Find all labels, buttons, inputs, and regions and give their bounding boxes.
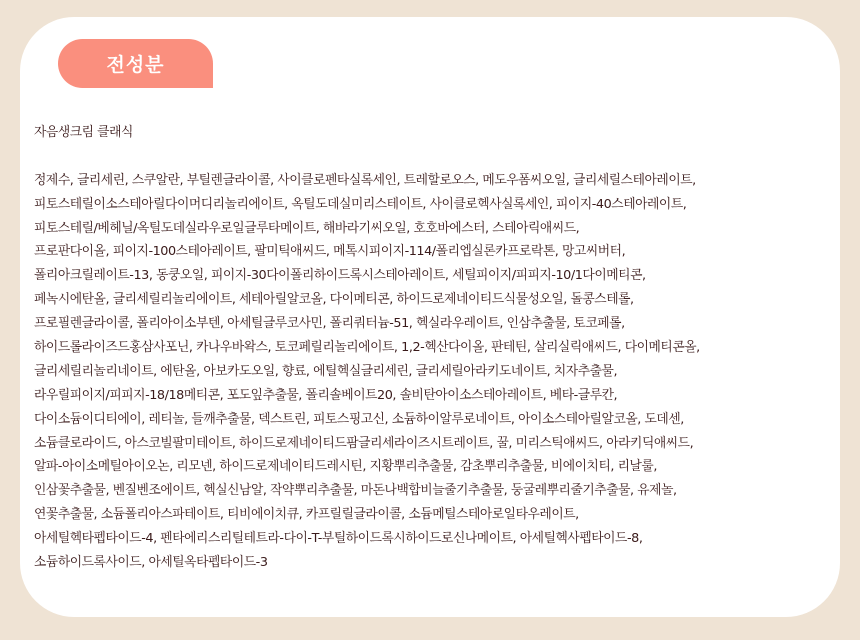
ingredients-line: 피토스테릴/베헤닐/옥틸도데실라우로일글루타메이트, 해바라기씨오일, 호호바에스터, 스테아릭애씨드, [34,220,580,236]
ingredients-line: 피토스테릴이소스테아릴다이머디리놀리에이트, 옥틸도데실미리스테이트, 사이클로헥사실록세인, 피이지-40스테아레이트, [34,196,687,212]
ingredients-line: 폴리아크릴레이트-13, 동쿵오일, 피이지-30다이폴리하이드록시스테아레이트, 세틸피이지/피피지-10/1다이메티콘, [34,268,646,284]
ingredients-card [20,17,840,617]
ingredients-line: 하이드롤라이즈드홍삼사포닌, 카나우바왁스, 토코페릴리놀리에이트, 1,2-헥산다이올, 판테틴, 살리실릭애씨드, 다이메티콘올, [34,340,700,356]
product-name: 자음생크림 클래식 [34,125,133,140]
ingredients-line: 아세틸헥타펩타이드-4, 펜타에리스리틸테트라-다이-T-부틸하이드록시하이드로신나메이트, 아세틸헥사펩타이드-8, [34,531,643,547]
ingredients-line: 소듐클로라이드, 아스코빌팔미테이트, 하이드로제네이티드팜글리세라이즈시트레이트, 꿀, 미리스틱애씨드, 아라키딕애씨드, [34,435,694,451]
blank-line [34,145,824,169]
section-tab [58,39,213,88]
ingredients-line: 인삼꽃추출물, 벤질벤조에이트, 헥실신남알, 작약뿌리추출물, 마돈나백합비늘줄기추출물, 둥굴레뿌리줄기추출물, 유제놀, [34,483,677,499]
ingredients-line: 다이소듐이디티에이, 레티놀, 들깨추출물, 덱스트린, 피토스핑고신, 소듐하이알루로네이트, 아이소스테아릴알코올, 도데센, [34,411,684,427]
ingredients-line: 소듐하이드록사이드, 아세틸옥타펩타이드-3 [34,555,268,571]
ingredients-content [34,121,824,575]
ingredients-line: 연꽃추출물, 소듐폴리아스파테이트, 티비에이치큐, 카프릴릴글라이콜, 소듐메틸스테아로일타우레이트, [34,507,579,523]
ingredients-line: 글리세릴리놀리네이트, 에탄올, 아보카도오일, 향료, 에틸헥실글리세린, 글리세릴아라키도네이트, 치자추출물, [34,363,618,379]
ingredients-line: 알파-아이소메틸아이오논, 리모넨, 하이드로제네이티드레시틴, 지황뿌리추출물, 감초뿌리추출물, 비에이치티, 리날룰, [34,459,657,475]
ingredients-line: 페녹시에탄올, 글리세릴리놀리에이트, 세테아릴알코올, 다이메티콘, 하이드로제네이티드식물성오일, 돌콩스테롤, [34,292,634,308]
ingredients-line: 라우릴피이지/피피지-18/18메티콘, 포도잎추출물, 폴리솔베이트20, 솔비탄아이소스테아레이트, 베타-글루칸, [34,387,618,403]
section-tab-label: 전성분 [106,54,165,76]
ingredients-line: 프로필렌글라이콜, 폴리아이소부텐, 아세틸글루코사민, 폴리쿼터늄-51, 헥실라우레이트, 인삼추출물, 토코페롤, [34,316,625,332]
ingredients-line: 프로판다이올, 피이지-100스테아레이트, 팔미틱애씨드, 메톡시피이지-114/폴리엡실론카프로락톤, 망고씨버터, [34,244,626,260]
ingredients-line: 정제수, 글리세린, 스쿠알란, 부틸렌글라이콜, 사이클로펜타실록세인, 트레할로오스, 메도우폼씨오일, 글리세릴스테아레이트, [34,172,696,188]
